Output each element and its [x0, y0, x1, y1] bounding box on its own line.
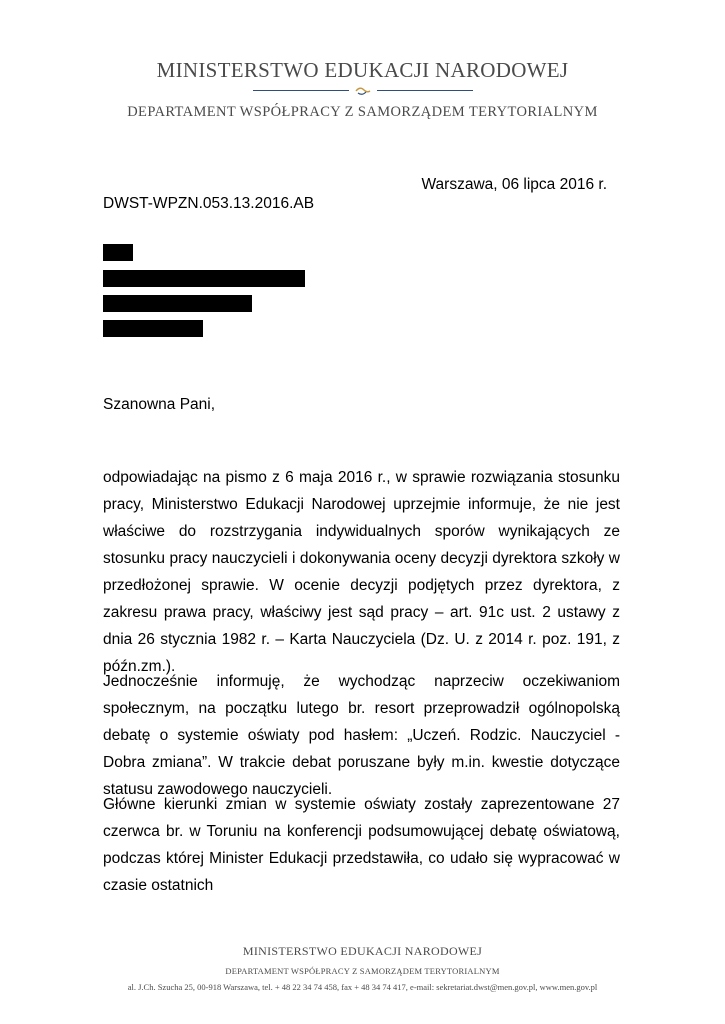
redacted-recipient-line-3	[103, 295, 252, 312]
footer-department-name: DEPARTAMENT WSPÓŁPRACY Z SAMORZĄDEM TERYTORIALNYM	[225, 966, 500, 976]
department-name: DEPARTAMENT WSPÓŁPRACY Z SAMORZĄDEM TERYTORIALNYM	[127, 104, 598, 120]
letter-date: Warszawa, 06 lipca 2016 r.	[421, 176, 607, 193]
footer-ministry-name: MINISTERSTWO EDUKACJI NARODOWEJ	[242, 944, 483, 958]
salutation: Szanowna Pani,	[103, 396, 216, 413]
ornament-line-right	[377, 90, 473, 91]
body-paragraph: Główne kierunki zmian w systemie oświaty zostały zaprezentowane 27 czerwca br. w Toruniu na konferencji podsumowującej debatę oświatową, podczas której Minister Edukacji przedstawiła, co udało się wypracować w czasie ostatnich	[103, 796, 620, 894]
body-paragraph: odpowiadając na pismo z 6 maja 2016 r., w sprawie rozwiązania stosunku pracy, Ministerstwo Edukacji Narodowej uprzejmie informuje, że nie jest właściwe do rozstrzygania indywidualnych sporów wynikających ze stosunku pracy nauczycieli i dokonywania oceny decyzji dyrektora szkoły w przedłożonej sprawie. W ocenie decyzji podjętych przez dyrektora, z zakresu prawa pracy, właściwy jest sąd pracy – art. 91c ust. 2 ustawy z dnia 26 stycznia 1982 r. – Karta Nauczyciela (Dz. U. z 2014 r. poz. 191, z późn.zm.).	[103, 469, 620, 675]
letterhead	[0, 58, 725, 121]
body-paragraph: Jednocześnie informuję, że wychodząc naprzeciw oczekiwaniom społecznym, na początku lutego br. resort przeprowadził ogólnopolską debatę o systemie oświaty pod hasłem: „Uczeń. Rodzic. Nauczyciel - Dobra zmiana”. W trakcie debat poruszane były m.in. kwestie dotyczące statusu zawodowego nauczycieli.	[103, 673, 620, 798]
redacted-recipient-line-2	[103, 270, 305, 287]
letter-footer	[0, 944, 725, 994]
redacted-recipient-line-4	[103, 320, 203, 337]
ornament-line-left	[253, 90, 349, 91]
reference-number: DWST-WPZN.053.13.2016.AB	[103, 195, 315, 212]
ministry-name: MINISTERSTWO EDUKACJI NARODOWEJ	[156, 58, 569, 82]
letterhead-ornament	[253, 84, 473, 98]
footer-contact-address: al. J.Ch. Szucha 25, 00-918 Warszawa, tel. + 48 22 34 74 458, fax + 48 34 74 417, e-mail: sekretariat.dwst@men.gov.pl, www.men.gov.pl	[127, 982, 598, 992]
pen-nib-icon	[355, 85, 371, 97]
redacted-recipient-line-1	[103, 244, 133, 261]
